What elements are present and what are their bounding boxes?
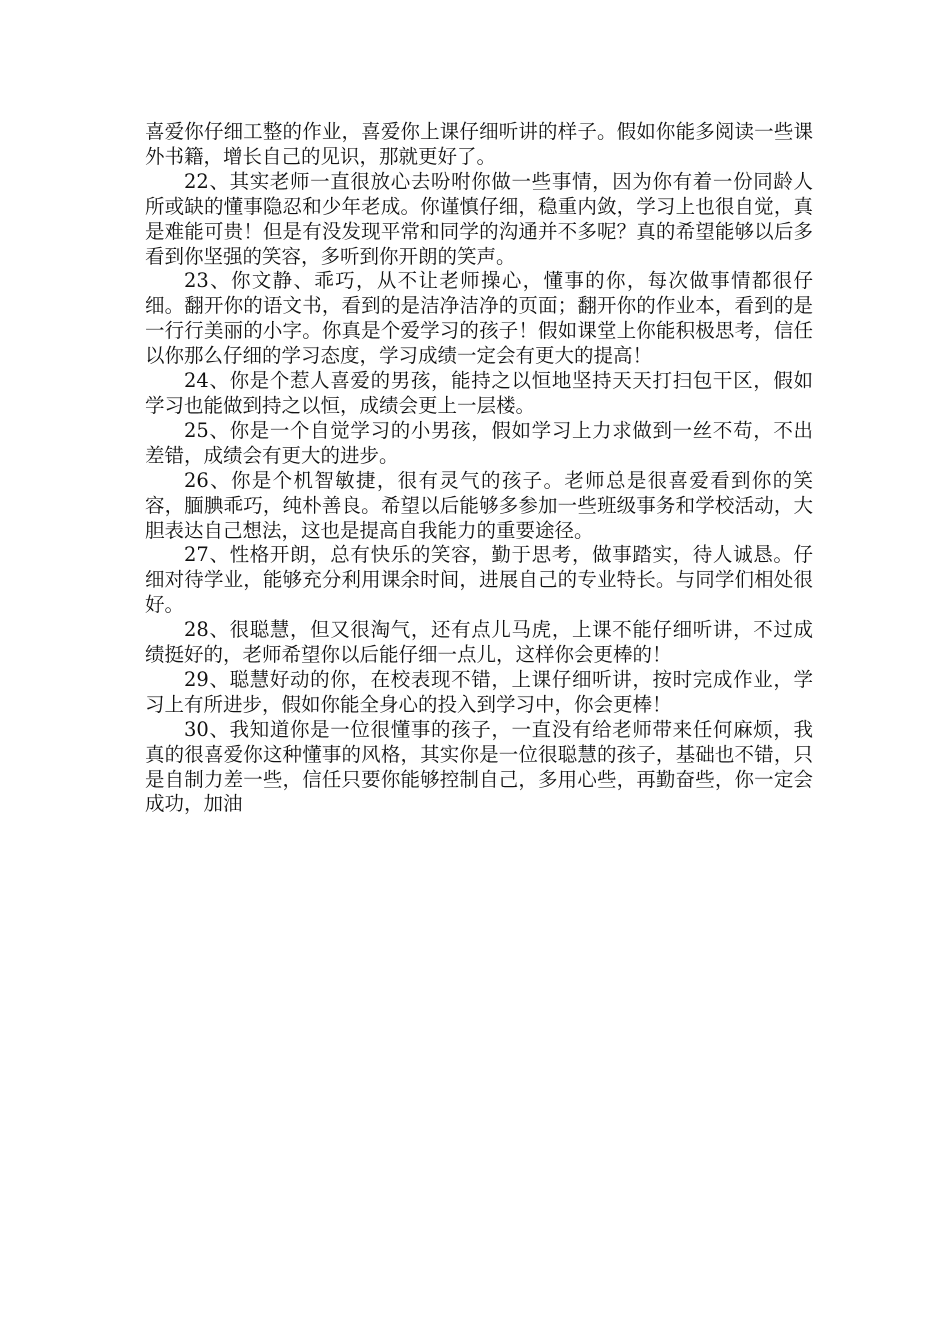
paragraph-23: 23、你文静、乖巧，从不让老师操心，懂事的你，每次做事情都很仔细。翻开你的语文书，看到的是洁净洁净的页面；翻开你的作业本，看到的是一行行美丽的小字。你真是个爱学习的孩子！假如课堂上你能积极思考，信任以你那么仔细的学习态度，学习成绩一定会有更大的提高！ [145, 269, 813, 368]
paragraph-22: 22、其实老师一直很放心去吩咐你做一些事情，因为你有着一份同龄人所或缺的懂事隐忍和少年老成。你谨慎仔细，稳重内敛，学习上也很自觉，真是难能可贵！但是有没发现平常和同学的沟通并不多呢？真的希望能够以后多看到你坚强的笑容，多听到你开朗的笑声。 [145, 169, 813, 268]
document-body [145, 120, 813, 817]
paragraph-27: 27、性格开朗，总有快乐的笑容，勤于思考，做事踏实，待人诚恳。仔细对待学业，能够充分利用课余时间，进展自己的专业特长。与同学们相处很好。 [145, 543, 813, 617]
paragraph-24: 24、你是个惹人喜爱的男孩，能持之以恒地坚持天天打扫包干区，假如学习也能做到持之以恒，成绩会更上一层楼。 [145, 369, 813, 417]
paragraph-28: 28、很聪慧，但又很淘气，还有点儿马虎，上课不能仔细听讲，不过成绩挺好的，老师希望你以后能仔细一点儿，这样你会更棒的！ [145, 618, 813, 667]
paragraph-26: 26、你是个机智敏捷，很有灵气的孩子。老师总是很喜爱看到你的笑容，腼腆乖巧，纯朴善良。希望以后能够多参加一些班级事务和学校活动，大胆表达自己想法，这也是提高自我能力的重要途径。 [145, 468, 813, 542]
paragraph-30: 30、我知道你是一位很懂事的孩子，一直没有给老师带来任何麻烦，我真的很喜爱你这种懂事的风格，其实你是一位很聪慧的孩子，基础也不错，只是自制力差一些，信任只要你能够控制自己，多用心些，再勤奋些，你一定会成功，加油 [145, 717, 813, 816]
paragraph-25: 25、你是一个自觉学习的小男孩，假如学习上力求做到一丝不苟，不出差错，成绩会有更大的进步。 [145, 418, 813, 467]
paragraph-continuation: 喜爱你仔细工整的作业，喜爱你上课仔细听讲的样子。假如你能多阅读一些课外书籍，增长自己的见识，那就更好了。 [145, 120, 813, 168]
paragraph-29: 29、聪慧好动的你，在校表现不错，上课仔细听讲，按时完成作业，学习上有所进步，假如你能全身心的投入到学习中，你会更棒！ [145, 667, 813, 716]
